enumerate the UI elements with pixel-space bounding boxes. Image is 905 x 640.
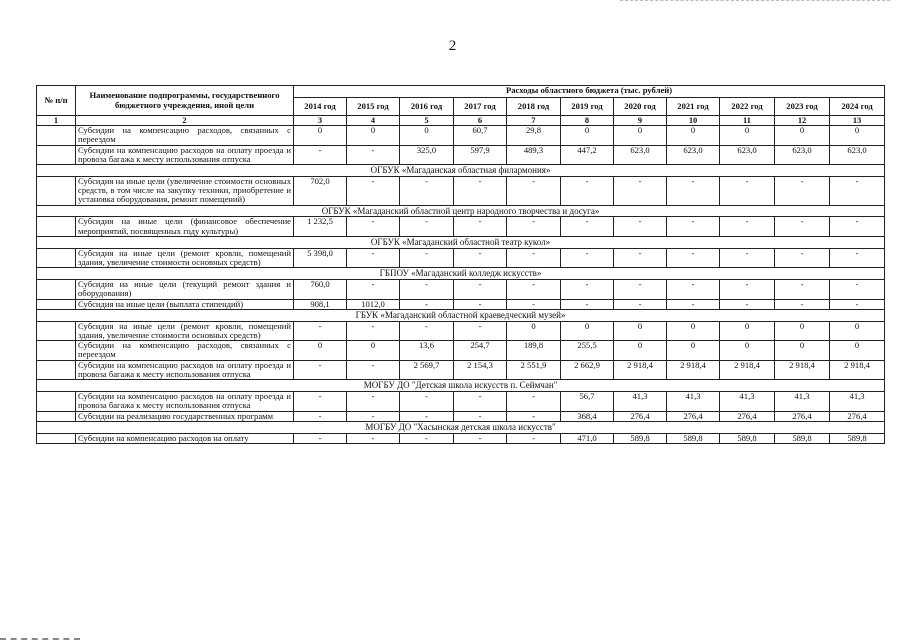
value-cell-2016-год: 0: [400, 126, 454, 146]
value-cell-2022-год: -: [720, 299, 775, 309]
value-cell-2015-год: -: [347, 321, 400, 341]
value-cell-2014-год: -: [294, 360, 347, 380]
header-year-3: 2017 год: [454, 98, 507, 116]
value-cell-2018-год: -: [507, 433, 561, 443]
value-cell-2020-год: 623,0: [614, 145, 667, 165]
org-header-row: [37, 421, 885, 433]
row-number-cell: [37, 217, 76, 237]
value-cell-2022-год: 589,8: [720, 433, 775, 443]
value-cell-2018-год: -: [507, 280, 561, 300]
row-name-cell: Субсидии на компенсацию расходов, связанных с переездом: [76, 341, 294, 361]
table-row: [37, 392, 885, 412]
value-cell-2014-год: 908,1: [294, 299, 347, 309]
value-cell-2019-год: 471,0: [561, 433, 614, 443]
column-number-6: 7: [507, 116, 561, 126]
row-name-cell: Субсидия на иные цели (текущий ремонт здания и оборудования): [76, 280, 294, 300]
value-cell-2024-год: -: [830, 248, 885, 268]
value-cell-2015-год: 0: [347, 126, 400, 146]
table-row: [37, 145, 885, 165]
org-header-row: [37, 380, 885, 392]
value-cell-2021-год: 276,4: [667, 411, 720, 421]
value-cell-2014-год: -: [294, 392, 347, 412]
header-year-5: 2019 год: [561, 98, 614, 116]
value-cell-2023-год: 0: [775, 341, 830, 361]
value-cell-2016-год: -: [400, 217, 454, 237]
org-name: ОГБУК «Магаданский областной театр кукол»: [37, 237, 885, 249]
value-cell-2020-год: 0: [614, 321, 667, 341]
value-cell-2015-год: -: [347, 217, 400, 237]
value-cell-2021-год: 623,0: [667, 145, 720, 165]
row-number-cell: [37, 126, 76, 146]
org-header-row: [37, 309, 885, 321]
value-cell-2023-год: 41,3: [775, 392, 830, 412]
value-cell-2019-год: -: [561, 299, 614, 309]
value-cell-2016-год: -: [400, 321, 454, 341]
value-cell-2023-год: 0: [775, 126, 830, 146]
value-cell-2023-год: 0: [775, 321, 830, 341]
value-cell-2017-год: -: [454, 321, 507, 341]
value-cell-2018-год: -: [507, 217, 561, 237]
row-name-cell: Субсидии на компенсацию расходов на оплату проезда и провоза багажа к месту использования отпуска: [76, 360, 294, 380]
table-row: [37, 321, 885, 341]
row-number-cell: [37, 433, 76, 443]
value-cell-2022-год: 0: [720, 341, 775, 361]
value-cell-2018-год: -: [507, 248, 561, 268]
table-row: [37, 176, 885, 205]
value-cell-2019-год: -: [561, 176, 614, 205]
value-cell-2016-год: 2 569,7: [400, 360, 454, 380]
column-number-7: 8: [561, 116, 614, 126]
org-name: ГБПОУ «Магаданский колледж искусств»: [37, 268, 885, 280]
value-cell-2020-год: -: [614, 176, 667, 205]
value-cell-2023-год: 589,8: [775, 433, 830, 443]
header-year-4: 2018 год: [507, 98, 561, 116]
value-cell-2016-год: 13,6: [400, 341, 454, 361]
value-cell-2019-год: 0: [561, 126, 614, 146]
value-cell-2015-год: 0: [347, 341, 400, 361]
column-number-11: 12: [775, 116, 830, 126]
top-edge-artifact: [620, 0, 890, 5]
value-cell-2021-год: 0: [667, 321, 720, 341]
value-cell-2024-год: 0: [830, 321, 885, 341]
value-cell-2017-год: 597,9: [454, 145, 507, 165]
value-cell-2021-год: 2 918,4: [667, 360, 720, 380]
table-row: [37, 433, 885, 443]
value-cell-2017-год: -: [454, 217, 507, 237]
value-cell-2016-год: -: [400, 176, 454, 205]
org-name: ОГБУК «Магаданская областная филармония»: [37, 165, 885, 177]
value-cell-2014-год: -: [294, 145, 347, 165]
value-cell-2023-год: -: [775, 217, 830, 237]
header-year-9: 2023 год: [775, 98, 830, 116]
budget-table: [36, 85, 885, 444]
value-cell-2017-год: -: [454, 411, 507, 421]
value-cell-2014-год: 0: [294, 341, 347, 361]
value-cell-2018-год: -: [507, 176, 561, 205]
value-cell-2022-год: 623,0: [720, 145, 775, 165]
value-cell-2022-год: -: [720, 217, 775, 237]
bottom-edge-artifact: [0, 634, 80, 640]
row-name-cell: Субсидия на иные цели (финансовое обеспечение мероприятий, посвященных году культуры): [76, 217, 294, 237]
header-year-10: 2024 год: [830, 98, 885, 116]
value-cell-2024-год: 276,4: [830, 411, 885, 421]
value-cell-2017-год: -: [454, 248, 507, 268]
value-cell-2017-год: 60,7: [454, 126, 507, 146]
value-cell-2015-год: -: [347, 280, 400, 300]
value-cell-2023-год: -: [775, 299, 830, 309]
table-row: [37, 280, 885, 300]
table-row: [37, 360, 885, 380]
column-number-0: 1: [37, 116, 76, 126]
value-cell-2016-год: -: [400, 280, 454, 300]
table-row: [37, 299, 885, 309]
value-cell-2017-год: -: [454, 280, 507, 300]
value-cell-2019-год: -: [561, 280, 614, 300]
value-cell-2023-год: 2 918,4: [775, 360, 830, 380]
value-cell-2016-год: -: [400, 299, 454, 309]
value-cell-2022-год: 41,3: [720, 392, 775, 412]
value-cell-2015-год: -: [347, 248, 400, 268]
value-cell-2019-год: 447,2: [561, 145, 614, 165]
value-cell-2022-год: 2 918,4: [720, 360, 775, 380]
value-cell-2023-год: -: [775, 176, 830, 205]
row-name-cell: Субсидии на компенсацию расходов на оплату: [76, 433, 294, 443]
value-cell-2022-год: 0: [720, 126, 775, 146]
value-cell-2017-год: 254,7: [454, 341, 507, 361]
value-cell-2020-год: 0: [614, 126, 667, 146]
value-cell-2014-год: -: [294, 433, 347, 443]
header-name-column: Наименование подпрограммы, государственного бюджетного учреждения, иной цели: [76, 86, 294, 116]
value-cell-2021-год: 589,8: [667, 433, 720, 443]
org-header-row: [37, 165, 885, 177]
value-cell-2024-год: -: [830, 217, 885, 237]
value-cell-2016-год: -: [400, 433, 454, 443]
value-cell-2021-год: -: [667, 299, 720, 309]
column-number-8: 9: [614, 116, 667, 126]
row-name-cell: Субсидия на иные цели (выплата стипендий): [76, 299, 294, 309]
value-cell-2019-год: 56,7: [561, 392, 614, 412]
value-cell-2019-год: -: [561, 217, 614, 237]
column-number-5: 6: [454, 116, 507, 126]
value-cell-2015-год: -: [347, 176, 400, 205]
page-number: 2: [448, 38, 457, 54]
value-cell-2023-год: -: [775, 280, 830, 300]
value-cell-2024-год: 41,3: [830, 392, 885, 412]
row-name-cell: Субсидия на иные цели (ремонт кровли, помещений здания, увеличение стоимости основных средств): [76, 248, 294, 268]
row-number-cell: [37, 280, 76, 300]
value-cell-2014-год: -: [294, 411, 347, 421]
value-cell-2020-год: -: [614, 217, 667, 237]
value-cell-2024-год: -: [830, 299, 885, 309]
value-cell-2023-год: -: [775, 248, 830, 268]
value-cell-2015-год: 1012,0: [347, 299, 400, 309]
row-number-cell: [37, 411, 76, 421]
value-cell-2020-год: 276,4: [614, 411, 667, 421]
org-name: ОГБУК «Магаданский областной центр народного творчества и досуга»: [37, 205, 885, 217]
value-cell-2020-год: 2 918,4: [614, 360, 667, 380]
org-header-row: [37, 205, 885, 217]
value-cell-2016-год: 325,0: [400, 145, 454, 165]
header-year-6: 2020 год: [614, 98, 667, 116]
row-name-cell: Субсидии на компенсацию расходов на оплату проезда и провоза багажа к месту использования отпуска: [76, 145, 294, 165]
value-cell-2017-год: -: [454, 433, 507, 443]
column-number-10: 11: [720, 116, 775, 126]
column-number-2: 3: [294, 116, 347, 126]
org-header-row: [37, 268, 885, 280]
value-cell-2014-год: -: [294, 321, 347, 341]
org-header-row: [37, 237, 885, 249]
value-cell-2024-год: -: [830, 280, 885, 300]
header-year-7: 2021 год: [667, 98, 720, 116]
value-cell-2020-год: 589,8: [614, 433, 667, 443]
value-cell-2019-год: -: [561, 248, 614, 268]
column-number-1: 2: [76, 116, 294, 126]
value-cell-2019-год: 0: [561, 321, 614, 341]
value-cell-2017-год: -: [454, 299, 507, 309]
column-number-3: 4: [347, 116, 400, 126]
header-budget-group: Расходы областного бюджета (тыс. рублей): [294, 86, 885, 98]
value-cell-2021-год: 0: [667, 341, 720, 361]
value-cell-2022-год: 0: [720, 321, 775, 341]
value-cell-2024-год: -: [830, 176, 885, 205]
row-number-cell: [37, 392, 76, 412]
value-cell-2015-год: -: [347, 145, 400, 165]
value-cell-2016-год: -: [400, 392, 454, 412]
value-cell-2018-год: 29,8: [507, 126, 561, 146]
header-year-1: 2015 год: [347, 98, 400, 116]
value-cell-2020-год: -: [614, 280, 667, 300]
value-cell-2024-год: 2 918,4: [830, 360, 885, 380]
value-cell-2021-год: -: [667, 176, 720, 205]
row-name-cell: Субсидии на реализацию государственных программ: [76, 411, 294, 421]
value-cell-2017-год: -: [454, 176, 507, 205]
value-cell-2018-год: 2 551,9: [507, 360, 561, 380]
row-number-cell: [37, 145, 76, 165]
value-cell-2017-год: 2 154,3: [454, 360, 507, 380]
value-cell-2024-год: 0: [830, 341, 885, 361]
table-row: [37, 126, 885, 146]
row-number-cell: [37, 299, 76, 309]
value-cell-2018-год: 189,8: [507, 341, 561, 361]
value-cell-2018-год: 489,3: [507, 145, 561, 165]
row-name-cell: Субсидии на компенсацию расходов, связанных с переездом: [76, 126, 294, 146]
value-cell-2021-год: -: [667, 248, 720, 268]
header-year-8: 2022 год: [720, 98, 775, 116]
column-number-12: 13: [830, 116, 885, 126]
value-cell-2022-год: -: [720, 176, 775, 205]
column-number-4: 5: [400, 116, 454, 126]
row-name-cell: Субсидия на иные цели (увеличение стоимости основных средств, в том числе на закупку техники, приобретение и установка оборудования, ремонт помещений): [76, 176, 294, 205]
table-row: [37, 248, 885, 268]
value-cell-2024-год: 589,8: [830, 433, 885, 443]
value-cell-2023-год: 276,4: [775, 411, 830, 421]
value-cell-2019-год: 255,5: [561, 341, 614, 361]
row-number-cell: [37, 321, 76, 341]
value-cell-2014-год: 702,0: [294, 176, 347, 205]
org-name: ГБУК «Магаданский областной краеведческий музей»: [37, 309, 885, 321]
value-cell-2021-год: -: [667, 280, 720, 300]
value-cell-2015-год: -: [347, 433, 400, 443]
value-cell-2018-год: 0: [507, 321, 561, 341]
row-name-cell: Субсидии на компенсацию расходов на оплату проезда и провоза багажа к месту использования отпуска: [76, 392, 294, 412]
table-row: [37, 411, 885, 421]
header-year-0: 2014 год: [294, 98, 347, 116]
value-cell-2020-год: 0: [614, 341, 667, 361]
column-number-9: 10: [667, 116, 720, 126]
value-cell-2014-год: 1 232,5: [294, 217, 347, 237]
header-number-column: № п/п: [37, 86, 76, 116]
value-cell-2015-год: -: [347, 411, 400, 421]
value-cell-2018-год: -: [507, 392, 561, 412]
value-cell-2024-год: 0: [830, 126, 885, 146]
value-cell-2021-год: 0: [667, 126, 720, 146]
value-cell-2019-год: 368,4: [561, 411, 614, 421]
value-cell-2020-год: -: [614, 248, 667, 268]
row-number-cell: [37, 248, 76, 268]
table-row: [37, 217, 885, 237]
value-cell-2021-год: -: [667, 217, 720, 237]
value-cell-2022-год: -: [720, 280, 775, 300]
value-cell-2014-год: 0: [294, 126, 347, 146]
value-cell-2022-год: 276,4: [720, 411, 775, 421]
header-year-2: 2016 год: [400, 98, 454, 116]
value-cell-2018-год: -: [507, 299, 561, 309]
value-cell-2019-год: 2 662,9: [561, 360, 614, 380]
value-cell-2016-год: -: [400, 248, 454, 268]
value-cell-2024-год: 623,0: [830, 145, 885, 165]
value-cell-2020-год: 41,3: [614, 392, 667, 412]
row-number-cell: [37, 176, 76, 205]
org-name: МОГБУ ДО "Детская школа искусств п. Сеймчан": [37, 380, 885, 392]
row-number-cell: [37, 360, 76, 380]
value-cell-2014-год: 5 398,0: [294, 248, 347, 268]
table-row: [37, 341, 885, 361]
value-cell-2020-год: -: [614, 299, 667, 309]
value-cell-2023-год: 623,0: [775, 145, 830, 165]
value-cell-2022-год: -: [720, 248, 775, 268]
value-cell-2015-год: -: [347, 392, 400, 412]
value-cell-2018-год: -: [507, 411, 561, 421]
org-name: МОГБУ ДО "Хасынская детская школа искусств": [37, 421, 885, 433]
row-name-cell: Субсидия на иные цели (ремонт кровли, помещений здания, увеличение стоимости основных средств): [76, 321, 294, 341]
value-cell-2016-год: -: [400, 411, 454, 421]
value-cell-2014-год: 760,0: [294, 280, 347, 300]
value-cell-2017-год: -: [454, 392, 507, 412]
row-number-cell: [37, 341, 76, 361]
value-cell-2015-год: -: [347, 360, 400, 380]
value-cell-2021-год: 41,3: [667, 392, 720, 412]
